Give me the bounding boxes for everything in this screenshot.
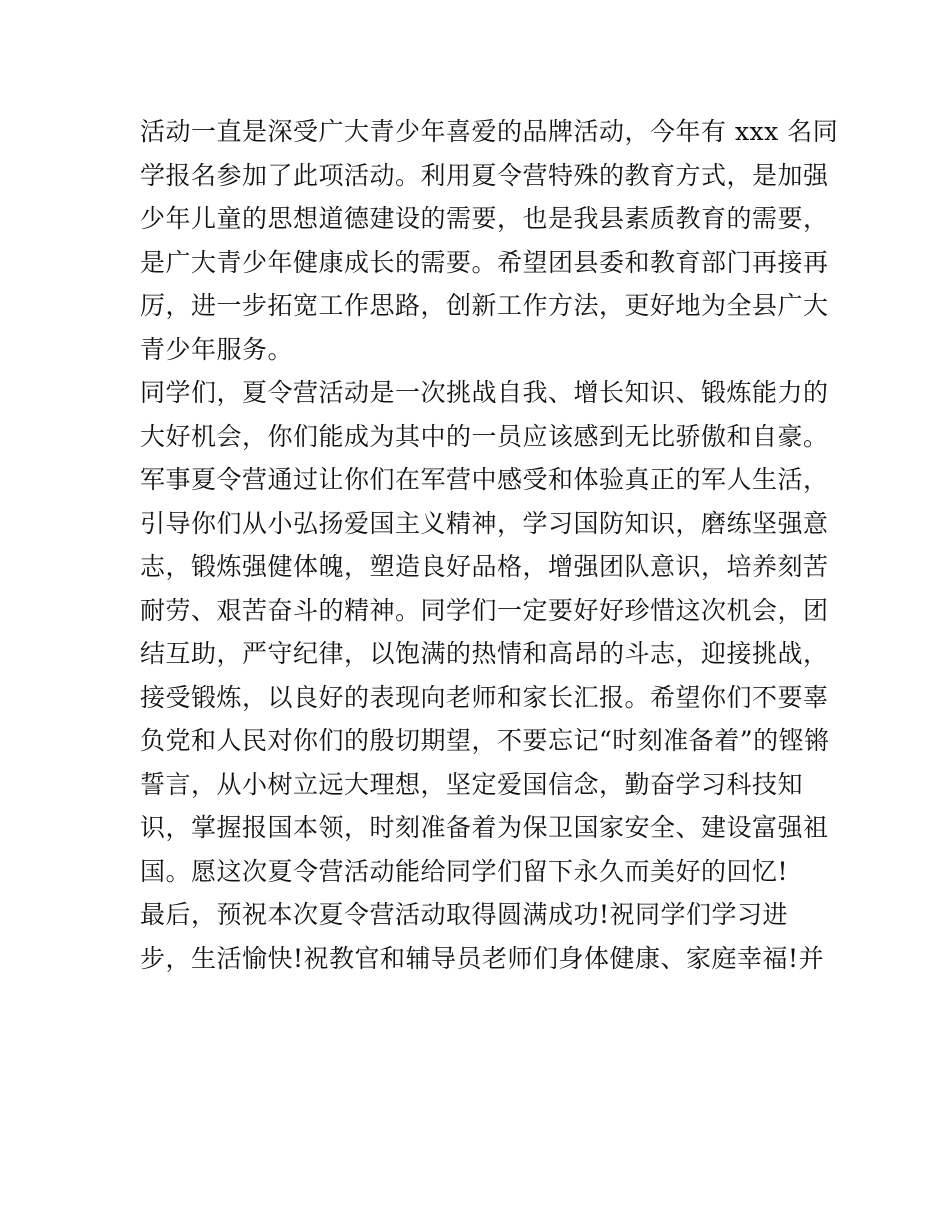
text-line: 厉，进一步拓宽工作思路，创新工作方法，更好地为全县广大 xyxy=(140,291,829,320)
text-line: 接受锻炼，以良好的表现向老师和家长汇报。希望你们不要辜 xyxy=(140,682,829,712)
text-line: 耐劳、艰苦奋斗的精神。同学们一定要好好珍惜这次机会，团 xyxy=(140,595,829,625)
text-line: 学报名参加了此项活动。利用夏令营特殊的教育方式，是加强 xyxy=(140,160,829,190)
text-line: 活动一直是深受广大青少年喜爱的品牌活动，今年有 xxx 名同 xyxy=(140,117,839,146)
text-line: 同学们，夏令营活动是一次挑战自我、增长知识、锻炼能力的 xyxy=(140,378,829,407)
text-line: 是广大青少年健康成长的需要。希望团县委和教育部门再接再 xyxy=(140,247,829,277)
text-line: 志，锻炼强健体魄，塑造良好品格，增强团队意识，培养刻苦 xyxy=(140,552,829,581)
text-line: 大好机会，你们能成为其中的一员应该感到无比骄傲和自豪。 xyxy=(140,421,829,451)
text-line: 结互助，严守纪律，以饱满的热情和高昂的斗志，迎接挑战， xyxy=(140,639,829,668)
text-line: 青少年服务。 xyxy=(140,334,294,364)
text-line: 誓言，从小树立远大理想，坚定爱国信念，勤奋学习科技知 xyxy=(140,769,804,799)
text-line: 步，生活愉快!祝教官和辅导员老师们身体健康、家庭幸福!并 xyxy=(140,943,825,973)
text-line: 军事夏令营通过让你们在军营中感受和体验真正的军人生活， xyxy=(140,465,829,494)
text-line: 国。愿这次夏令营活动能给同学们留下永久而美好的回忆! xyxy=(140,856,789,886)
text-line: 识，掌握报国本领，时刻准备着为保卫国家安全、建设富强祖 xyxy=(140,813,829,842)
text-line: 最后，预祝本次夏令营活动取得圆满成功!祝同学们学习进 xyxy=(140,900,789,929)
document-body xyxy=(140,110,839,980)
text-line: 少年儿童的思想道德建设的需要，也是我县素质教育的需要， xyxy=(140,204,829,233)
text-line: 引导你们从小弘扬爱国主义精神，学习国防知识，磨练坚强意 xyxy=(140,508,829,538)
text-line: 负党和人民对你们的殷切期望，不要忘记“时刻准备着”的铿锵 xyxy=(140,726,830,755)
